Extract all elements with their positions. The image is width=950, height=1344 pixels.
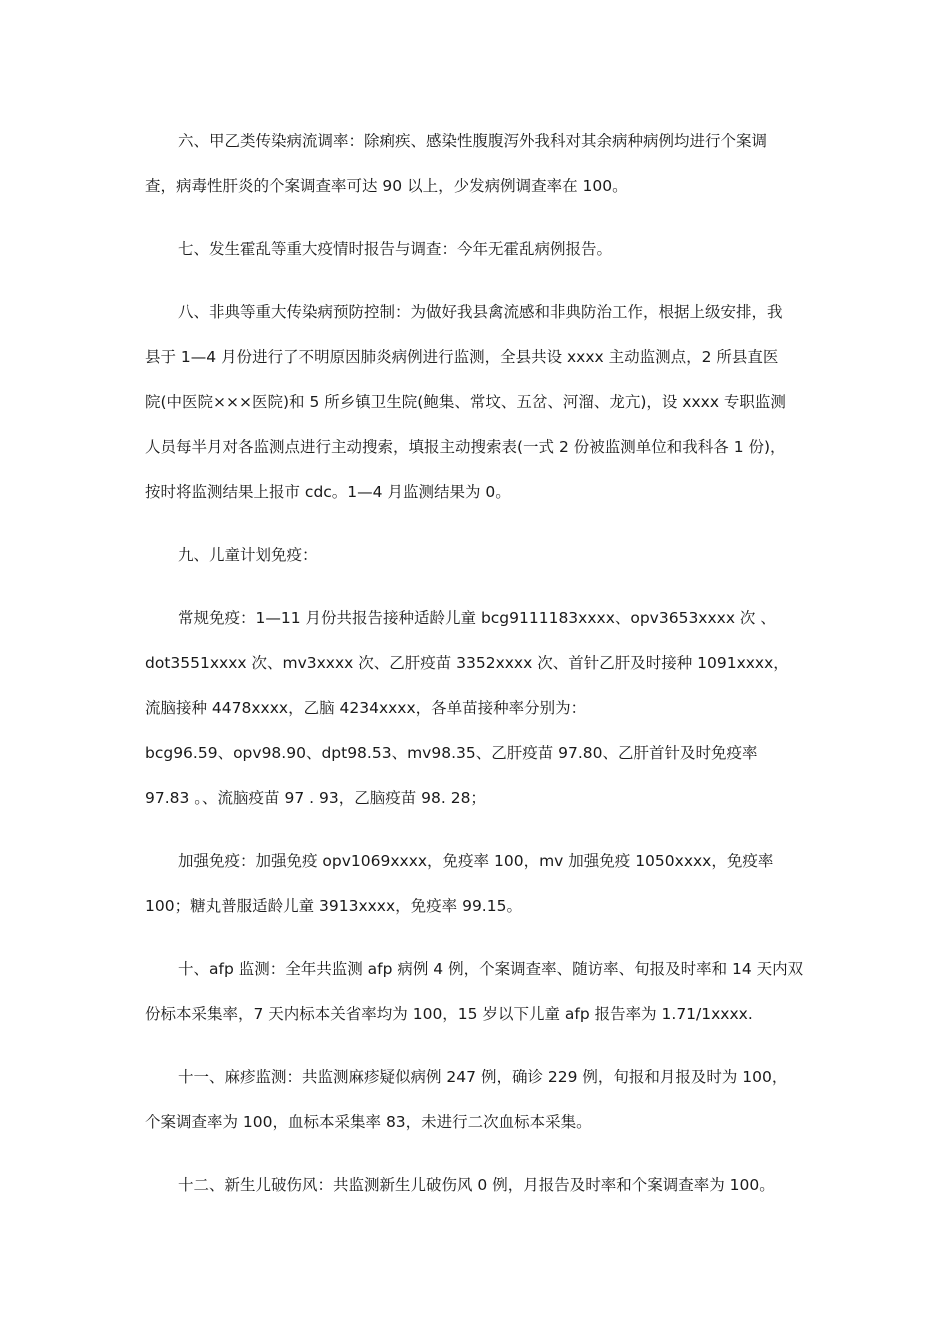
paragraph-line: 按时将监测结果上报市 cdc。1—4 月监测结果为 0。 — [145, 483, 511, 501]
paragraph-line: dot3551xxxx 次、mv3xxxx 次、乙肝疫苗 3352xxxx 次、首针乙肝及时接种 1091xxxx， — [145, 654, 789, 672]
paragraph-line: 查，病毒性肝炎的个案调查率可达 90 以上，少发病例调查率在 100。 — [145, 177, 628, 195]
paragraph-line: 加强免疫：加强免疫 opv1069xxxx，免疫率 100，mv 加强免疫 1050xxxx，免疫率 — [178, 852, 774, 870]
paragraph-line: 人员每半月对各监测点进行主动搜索，填报主动搜索表(一式 2 份被监测单位和我科各 1 份)， — [145, 438, 786, 456]
paragraph-line: 个案调查率为 100，血标本采集率 83，未进行二次血标本采集。 — [145, 1113, 592, 1131]
paragraph-section-6 — [145, 119, 815, 209]
document-body — [145, 119, 815, 1226]
paragraph-booster-immunization — [145, 839, 815, 929]
paragraph-line: 八、非典等重大传染病预防控制：为做好我县禽流感和非典防治工作，根据上级安排，我 — [178, 303, 783, 321]
paragraph-section-10 — [145, 947, 815, 1037]
paragraph-section-8 — [145, 290, 815, 515]
paragraph-line: 97.83 。、流脑疫苗 97 . 93，乙脑疫苗 98. 28； — [145, 789, 486, 807]
paragraph-line: 九、儿童计划免疫： — [178, 546, 318, 564]
paragraph-line: 七、发生霍乱等重大疫情时报告与调查：今年无霍乱病例报告。 — [178, 240, 613, 258]
paragraph-section-11 — [145, 1055, 815, 1145]
paragraph-line: 常规免疫：1—11 月份共报告接种适龄儿童 bcg9111183xxxx、opv3653xxxx 次 、 — [178, 609, 776, 627]
paragraph-line: 十二、新生儿破伤风：共监测新生儿破伤风 0 例，月报告及时率和个案调查率为 100。 — [178, 1176, 775, 1194]
paragraph-line: 100；糖丸普服适龄儿童 3913xxxx，免疫率 99.15。 — [145, 897, 522, 915]
paragraph-section-9-heading — [145, 533, 815, 578]
paragraph-line: 流脑接种 4478xxxx，乙脑 4234xxxx，各单苗接种率分别为： — [145, 699, 587, 717]
paragraph-line: 份标本采集率，7 天内标本关省率均为 100，15 岁以下儿童 afp 报告率为 1.71/1xxxx. — [145, 1005, 753, 1023]
paragraph-line: 院(中医院×××医院)和 5 所乡镇卫生院(鲍集、常坟、五岔、河溜、龙亢)，设 xxxx 专职监测 — [145, 393, 786, 411]
paragraph-section-12 — [145, 1163, 815, 1208]
paragraph-line: 十、afp 监测：全年共监测 afp 病例 4 例，个案调查率、随访率、旬报及时率和 14 天内双 — [178, 960, 804, 978]
paragraph-line: 十一、麻疹监测：共监测麻疹疑似病例 247 例，确诊 229 例，旬报和月报及时为 100， — [178, 1068, 788, 1086]
paragraph-line: 县于 1—4 月份进行了不明原因肺炎病例进行监测，全县共设 xxxx 主动监测点，2 所县直医 — [145, 348, 779, 366]
paragraph-line: bcg96.59、opv98.90、dpt98.53、mv98.35、乙肝疫苗 97.80、乙肝首针及时免疫率 — [145, 744, 758, 762]
paragraph-section-7 — [145, 227, 815, 272]
paragraph-routine-immunization — [145, 596, 815, 821]
paragraph-line: 六、甲乙类传染病流调率：除痢疾、感染性腹腹泻外我科对其余病种病例均进行个案调 — [178, 132, 768, 150]
